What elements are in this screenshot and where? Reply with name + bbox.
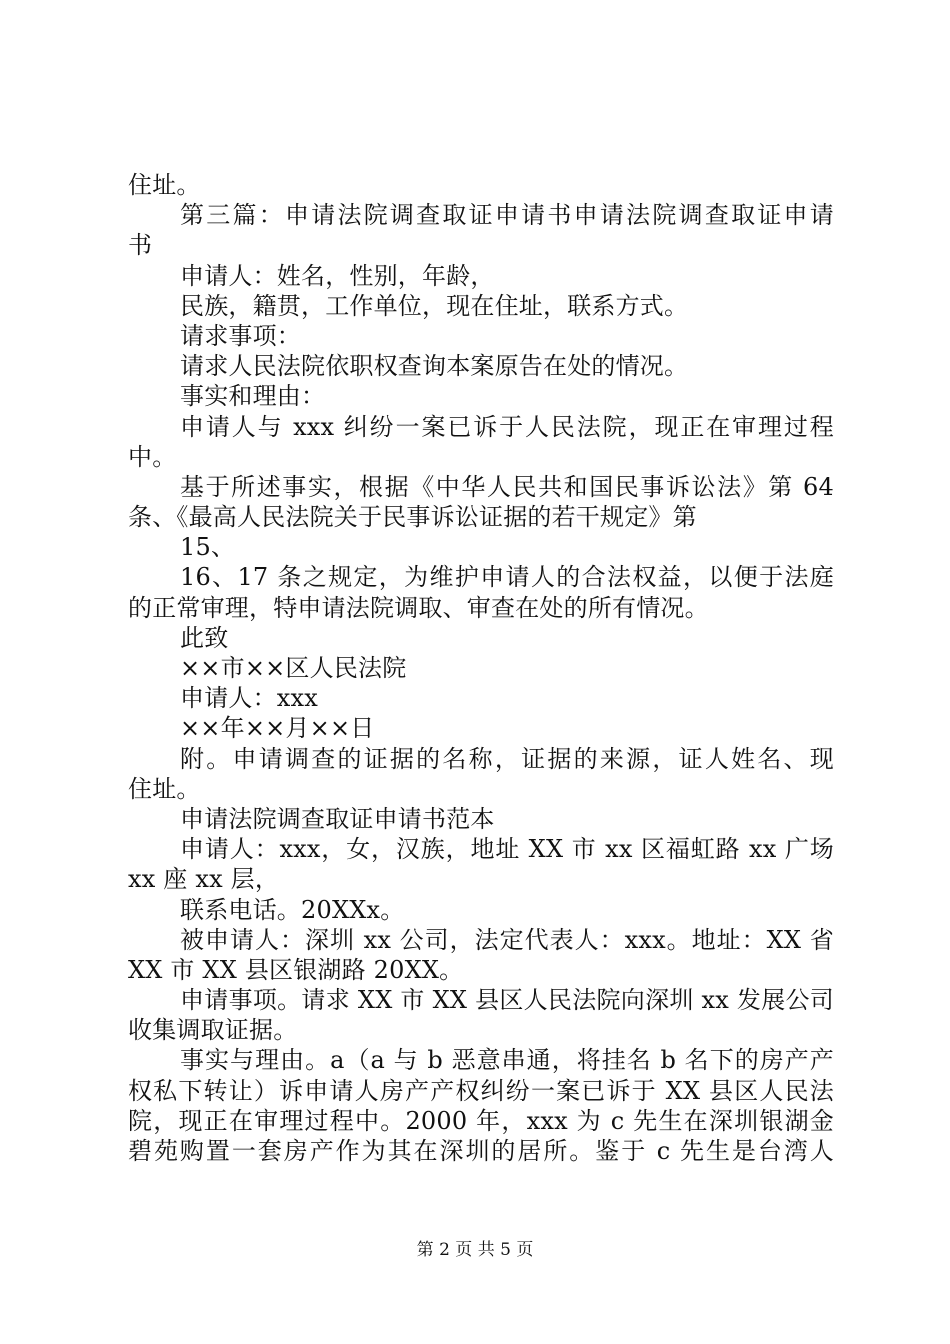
text-line: 中。: [128, 442, 177, 471]
text-line: 事实与理由。a（a 与 b 恶意串通，将挂名 b 名下的房产产: [180, 1046, 834, 1075]
text-line: 基于所述事实，根据《中华人民共和国民事诉讼法》第 64: [180, 472, 834, 501]
text-line: 此致: [180, 623, 229, 652]
text-line: XX 市 XX 县区银湖路 20XX。: [128, 955, 464, 984]
text-line: 请求人民法院依职权查询本案原告在处的情况。: [180, 352, 689, 381]
text-line: 申请法院调查取证申请书范本: [180, 804, 495, 833]
text-line: 碧苑购置一套房产作为其在深圳的居所。鉴于 c 先生是台湾人: [128, 1137, 834, 1165]
text-line: 16、17 条之规定，为维护申请人的合法权益，以便于法庭: [180, 563, 834, 592]
text-line: 院，现正在审理过程中。2000 年，xxx 为 c 先生在深圳银湖金: [128, 1106, 834, 1135]
text-line: 申请人：xxx，女，汉族，地址 XX 市 xx 区福虹路 xx 广场: [180, 835, 834, 864]
page-footer: 第 2 页 共 5 页: [416, 1240, 534, 1260]
text-line: 权私下转让）诉申请人房产产权纠纷一案已诉于 XX 县区人民法: [128, 1076, 834, 1105]
text-line: 15、: [180, 533, 236, 562]
text-line: ××市××区人民法院: [180, 654, 407, 682]
text-line: 的正常审理，特申请法院调取、审查在处的所有情况。: [128, 593, 709, 622]
document-body: [128, 170, 834, 1166]
text-line: 民族，籍贯，工作单位，现在住址，联系方式。: [180, 291, 689, 320]
text-line: 申请人：xxx: [180, 684, 319, 713]
text-line: 申请人：姓名，性别，年龄，: [180, 261, 495, 290]
text-line: 住址。: [128, 171, 201, 199]
text-line: 条、《最高人民法院关于民事诉讼证据的若干规定》第: [128, 503, 697, 532]
text-line: ××年××月××日: [180, 714, 375, 743]
text-line: 被申请人：深圳 xx 公司，法定代表人：xxx。地址：XX 省: [180, 925, 834, 954]
text-line: 附。申请调查的证据的名称，证据的来源，证人姓名、现: [180, 744, 834, 773]
text-line: 收集调取证据。: [128, 1016, 298, 1045]
text-line: 联系电话。20XXx。: [180, 895, 405, 924]
text-line: 申请人与 xxx 纠纷一案已诉于人民法院，现正在审理过程: [180, 412, 834, 441]
text-line: 第三篇：申请法院调查取证申请书申请法院调查取证申请: [180, 201, 834, 230]
text-line: 申请事项。请求 XX 市 XX 县区人民法院向深圳 xx 发展公司: [180, 986, 834, 1015]
text-line: xx 座 xx 层，: [128, 865, 280, 894]
text-line: 请求事项：: [180, 321, 301, 350]
text-line: 住址。: [128, 774, 201, 803]
text-line: 书: [128, 231, 153, 260]
text-line: 事实和理由：: [180, 382, 326, 411]
